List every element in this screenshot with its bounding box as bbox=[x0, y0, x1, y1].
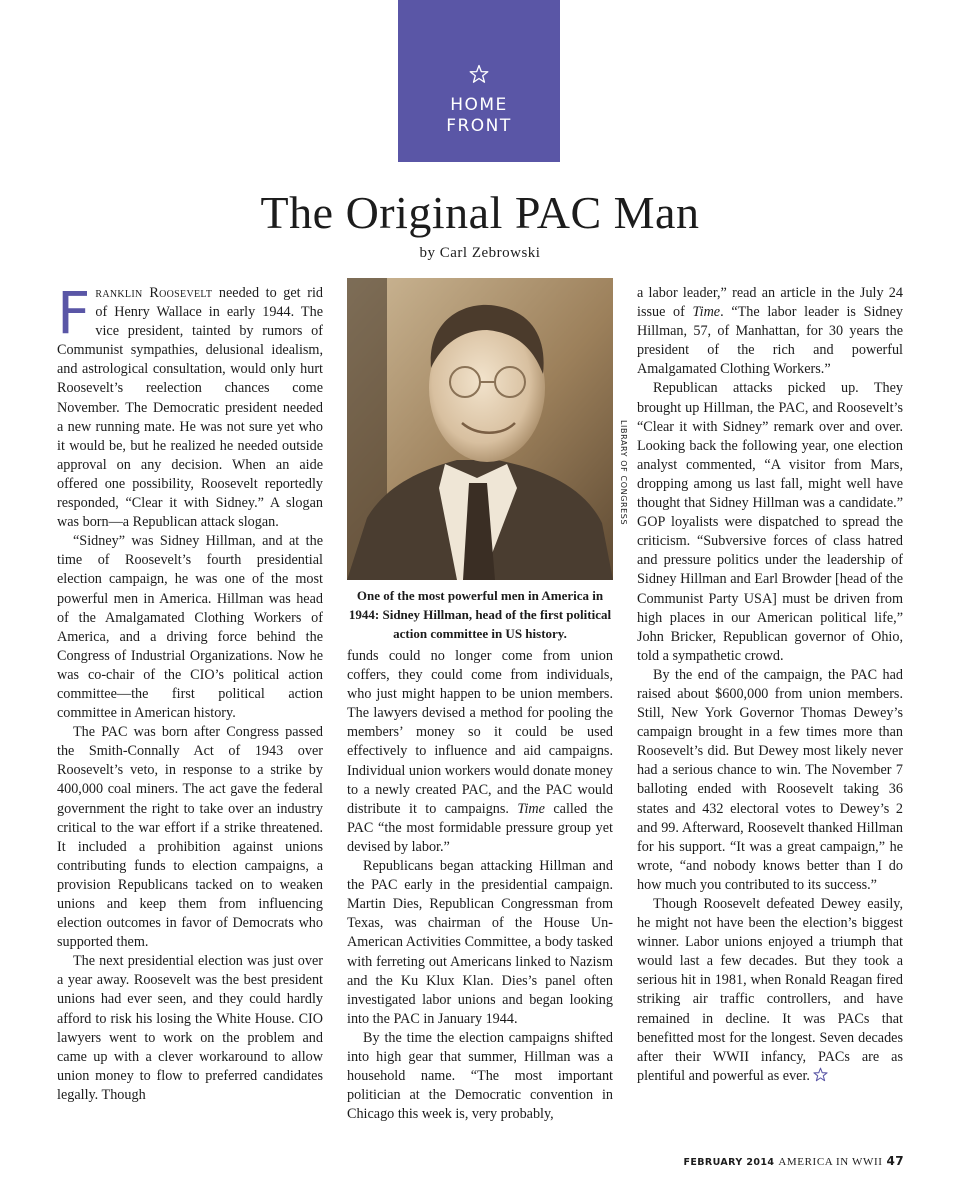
footer-date: FEBRUARY 2014 bbox=[683, 1157, 775, 1168]
paragraph-text: needed to get rid of Henry Wallace in early 1944. The vice president, tainted by rumors of Communist sympathies, delusional idealism, and astrological consultation, would only hurt Roosevelt’s reelection chances come November. The Democratic president needed a new running mate. He was not sure yet who it would be, but he realized he needed outside approval on any decision. When an aide offered one possibility, Roosevelt reportedly responded, “Clear it with Sidney.” A slogan was born—a Republican attack slogan. bbox=[57, 285, 323, 531]
portrait-photo bbox=[347, 278, 613, 580]
paragraph: Republicans began attacking Hillman and the PAC early in the presidential campaign. Martin Dies, Republican Congressman from Texas, was chairman of the House Un-American Activities Committee, a body tasked with ferreting out Americans linked to Nazism and the Ku Klux Klan. Dies’s panel often investigated labor unions and began looking into the PAC in January 1944. bbox=[347, 858, 613, 1027]
drop-cap: F bbox=[57, 279, 91, 347]
paragraph: “Sidney” was Sidney Hillman, and at the time of Roosevelt’s fourth presidential election campaign, he was one of the most powerful men in America. Hillman was head of the Amalgamated Clothing Workers of America, and a driving force behind the Congress of Industrial Organizations. Now he was co-chair of the CIO’s political action committee—the first political action committee in American history. bbox=[57, 533, 323, 722]
section-tab-line2: FRONT bbox=[446, 116, 512, 136]
publication-name: Time bbox=[692, 304, 721, 321]
paragraph: By the time the election campaigns shifted into high gear that summer, Hillman was a household name. “The most important politician at the Democratic convention in Chicago this week is, very probably, bbox=[347, 1029, 613, 1123]
paragraph-text: funds could no longer come from union coffers, they could come from individuals, who just might happen to be union members. The lawyers devised a method for pooling the members’ money so it could be used effectively to influence and aid campaigns. Individual union workers would donate money to a newly created PAC, and the PAC would distribute it to campaigns. bbox=[347, 648, 613, 817]
footer-magazine: AMERICA IN WWII bbox=[778, 1156, 883, 1168]
paragraph-text: a labor leader,” read an article in the July 24 issue of bbox=[637, 285, 903, 321]
page-number: 47 bbox=[886, 1154, 904, 1168]
star-icon bbox=[398, 64, 560, 86]
paragraph-text: called the PAC “the most formidable pressure group yet devised by labor.” bbox=[347, 800, 613, 855]
publication-name: Time bbox=[517, 800, 545, 817]
photo-caption: One of the most powerful men in America in 1944: Sidney Hillman, head of the first political action committee in US history. bbox=[348, 588, 612, 641]
paragraph: The PAC was born after Congress passed the Smith-Connally Act of 1943 over Roosevelt’s veto, in response to a strike by 400,000 coal miners. The act gave the federal government the right to take over an industry critical to the war effort if a strike threatened. It included a prohibition against unions contributing funds to election campaigns, a provision Republicans tacked on to weaken unions and keep them from influencing election outcomes in favor of Democrats who supported them. bbox=[57, 724, 323, 951]
page-footer bbox=[683, 1154, 904, 1168]
paragraph: The next presidential election was just over a year away. Roosevelt was the best president unions had ever seen, and they could hardly afford to risk his losing the White House. CIO lawyers went to work on the problem and came up with a clever workaround to allow union money to flow to preferred candidates legally. Though bbox=[57, 953, 323, 1103]
paragraph: Republican attacks picked up. They brought up Hillman, the PAC, and Roosevelt’s “Clear it with Sidney” remark over and over. Looking back the following year, one election analyst commented, “A visitor from Mars, dropping among us last fall, might well have thought that Sidney Hillman was a candidate.” GOP loyalists were dispatched to spread the criticism. “Subversive forces of class hatred and pressure politics under the leadership of Sidney Hillman and Earl Browder [head of the Communist Party USA] must be driven from high places in our American political life,” John Bricker, Republican governor of Ohio, told a sympathetic crowd. bbox=[637, 380, 903, 664]
paragraph: By the end of the campaign, the PAC had raised about $600,000 from union members. Still, New York Governor Thomas Dewey’s campaign brought in a few times more than Roosevelt’s did. But Dewey most likely never had a serious chance to win. The November 7 balloting ended with Roosevelt taking 36 states and 432 electoral votes to Dewey’s 2 and 99. Afterward, Roosevelt thanked Hillman for his support. “It was a great campaign,” he wrote, “and nobody knows better than I do how much you contributed to its success.” bbox=[637, 666, 903, 893]
article-column-3 bbox=[637, 284, 903, 1086]
article-title: The Original PAC Man bbox=[260, 187, 700, 238]
section-tab-line1: HOME bbox=[450, 95, 508, 115]
section-tab bbox=[398, 0, 560, 162]
lead-in: ranklin Roosevelt bbox=[95, 285, 213, 301]
byline: by Carl Zebrowski bbox=[419, 245, 541, 261]
photo-credit: LIBRARY OF CONGRESS bbox=[619, 420, 628, 526]
paragraph bbox=[637, 895, 903, 1086]
paragraph bbox=[57, 279, 323, 532]
paragraph bbox=[347, 647, 613, 857]
article-column-2 bbox=[347, 647, 613, 1124]
paragraph-text: Though Roosevelt defeated Dewey easily, he might not have been the election’s biggest winner. Labor unions enjoyed a triumph that would last a few decades. But they took a serious hit in 1981, when Ronald Reagan fired striking air traffic controllers, and have remained in decline. It was PACs that benefitted most for the longest. Seven decades after their WWII infancy, PACs are as plentiful and powerful as ever. bbox=[637, 896, 903, 1084]
paragraph bbox=[637, 284, 903, 379]
star-outline-icon bbox=[813, 1067, 828, 1082]
paragraph-text: . “The labor leader is Sidney Hillman, 57, of Manhattan, for 30 years the president of the rich and powerful Amalgamated Clothing Workers.” bbox=[637, 304, 903, 378]
article-column-1 bbox=[57, 279, 323, 1105]
